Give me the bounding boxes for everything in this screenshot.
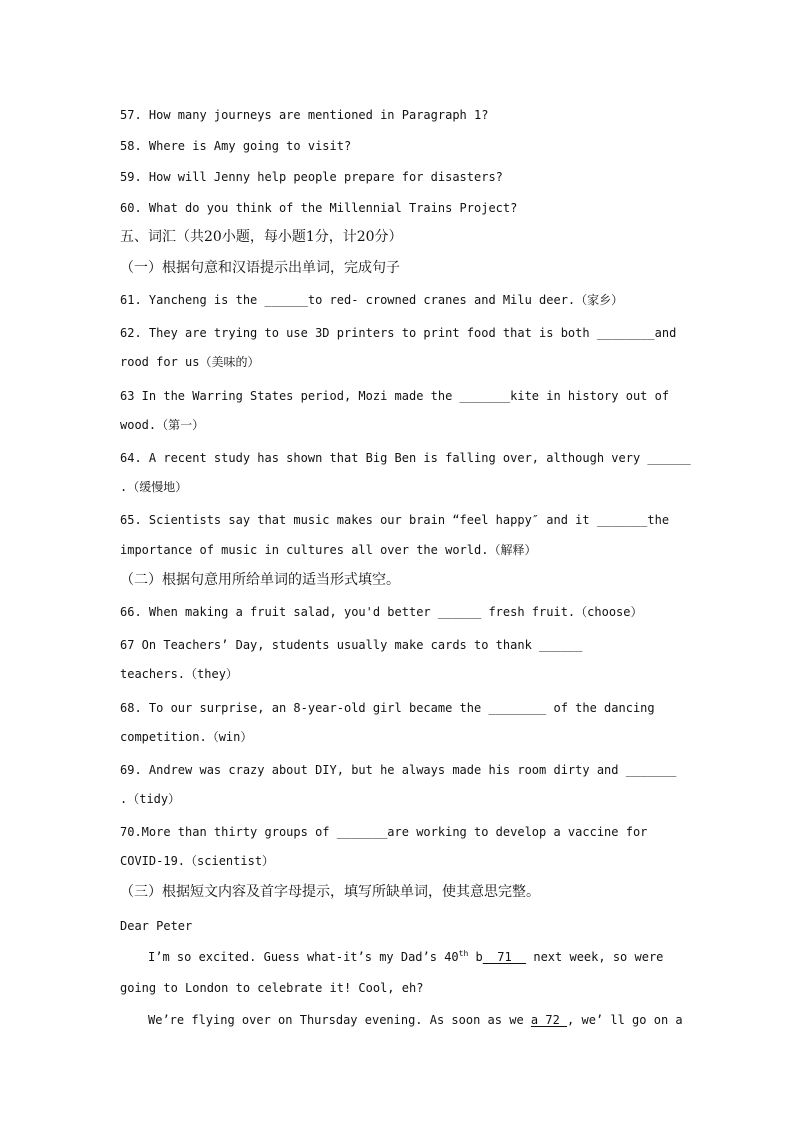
question-70: 70.More than thirty groups of _______are working to develop a vaccine for	[120, 825, 648, 839]
part-three-heading: （三）根据短文内容及首字母提示，填写所缺单词，使其意思完整。	[120, 884, 540, 900]
letter-paragraph-1-line-1	[148, 949, 663, 965]
letter-text: next week, so were	[526, 950, 664, 964]
question-69-cont: .（tidy）	[120, 792, 181, 806]
question-65: 65. Scientists say that music makes our brain “feel happy″ and it _______the	[120, 513, 670, 527]
letter-paragraph-1-line-2: going to London to celebrate it! Cool, eh?	[120, 981, 424, 995]
letter-text: , we’ ll go on a	[567, 1013, 683, 1027]
question-63-cont: wood.（第一）	[120, 418, 205, 432]
letter-text: b	[468, 950, 483, 964]
blank-71: 71	[482, 950, 527, 964]
question-62-cont: rood for us（美味的）	[120, 355, 260, 369]
question-59: 59. How will Jenny help people prepare for disasters?	[120, 170, 503, 184]
question-67: 67 On Teachers’ Day, students usually make cards to thank ______	[120, 638, 583, 652]
letter-text: I’m so excited. Guess what-it’s my Dad’s 40	[148, 950, 459, 964]
question-68: 68. To our surprise, an 8-year-old girl became the ________ of the dancing	[120, 701, 655, 715]
question-67-cont: teachers.（they）	[120, 667, 238, 681]
part-two-heading: （二）根据句意用所给单词的适当形式填空。	[120, 572, 400, 588]
letter-greeting: Dear Peter	[120, 919, 193, 933]
question-62: 62. They are trying to use 3D printers to print food that is both ________and	[120, 326, 677, 340]
blank-72: a 72	[530, 1013, 568, 1027]
letter-paragraph-2-line-1	[148, 1012, 683, 1028]
question-57: 57. How many journeys are mentioned in Paragraph 1?	[120, 108, 489, 122]
question-66: 66. When making a fruit salad, you'd better ______ fresh fruit.（choose）	[120, 605, 643, 619]
question-68-cont: competition.（win）	[120, 730, 253, 744]
question-60: 60. What do you think of the Millennial Trains Project?	[120, 201, 518, 215]
ordinal-suffix: th	[458, 949, 469, 958]
question-61: 61. Yancheng is the ______to red- crowned cranes and Milu deer.（家乡）	[120, 293, 624, 307]
question-70-cont: COVID-19.（scientist）	[120, 854, 275, 868]
question-58: 58. Where is Amy going to visit?	[120, 139, 352, 153]
section-five-heading: 五、词汇（共20小题，每小题1分，计20分）	[120, 229, 403, 245]
question-64-cont: .（缓慢地）	[120, 480, 188, 494]
question-64: 64. A recent study has shown that Big Ben is falling over, although very ______	[120, 451, 691, 465]
part-one-heading: （一）根据句意和汉语提示出单词，完成句子	[120, 260, 400, 276]
question-65-cont: importance of music in cultures all over the world.（解释）	[120, 543, 537, 557]
question-69: 69. Andrew was crazy about DIY, but he always made his room dirty and _______	[120, 763, 677, 777]
question-63: 63 In the Warring States period, Mozi made the _______kite in history out of	[120, 389, 670, 403]
letter-text: We’re flying over on Thursday evening. As soon as we	[148, 1013, 531, 1027]
